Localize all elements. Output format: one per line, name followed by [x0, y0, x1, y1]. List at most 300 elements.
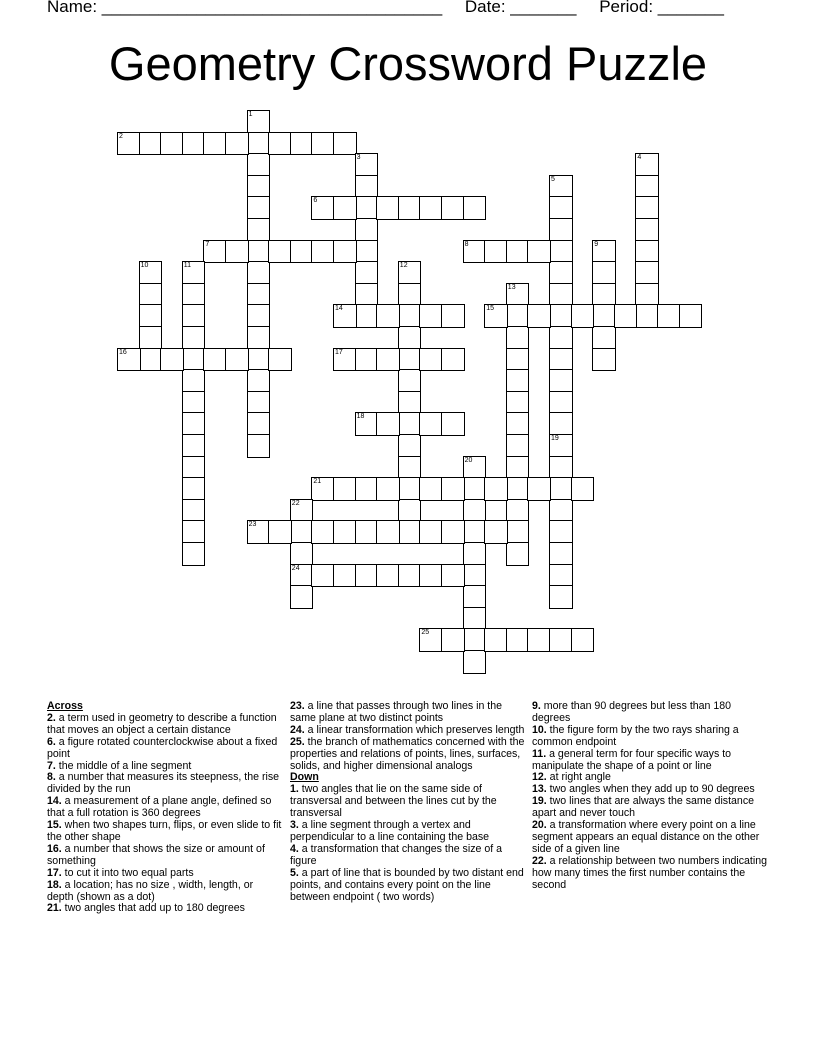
grid-cell[interactable] — [506, 477, 530, 501]
clue-item-text: a line that passes through two lines in the same plane at two distinct points — [290, 700, 503, 724]
clue-item-number: 23. — [290, 700, 305, 712]
grid-cell[interactable] — [549, 434, 573, 458]
grid-cell[interactable] — [527, 628, 551, 652]
grid-cell[interactable] — [419, 628, 443, 652]
clue-item-number: 11. — [532, 747, 547, 760]
grid-cell[interactable] — [635, 175, 659, 199]
grid-cell[interactable] — [635, 196, 659, 220]
clue-item-text: the branch of mathematics concerned with the properties and relations of points, lines, surfaces, solids, and higher dimensional analogs — [290, 735, 525, 772]
grid-cell[interactable] — [203, 132, 227, 156]
grid-cell[interactable] — [333, 132, 357, 156]
grid-cell[interactable] — [506, 456, 530, 480]
clue-item-number: 1. — [290, 783, 299, 796]
grid-cell[interactable] — [506, 369, 530, 393]
grid-cell[interactable] — [247, 261, 271, 285]
clue-number: 3 — [356, 154, 361, 162]
grid-cell[interactable] — [355, 283, 379, 307]
grid-cell[interactable] — [355, 520, 379, 544]
grid-cell[interactable] — [355, 261, 379, 285]
grid-cell[interactable] — [311, 196, 335, 220]
page-title: Geometry Crossword Puzzle — [108, 37, 708, 90]
grid-cell[interactable] — [139, 348, 163, 372]
clue-item-text: a term used in geometry to describe a function that moves an object a certain distance — [47, 711, 277, 736]
clue-item-text: two angles that add up to 180 degrees — [61, 902, 245, 915]
grid-cell[interactable] — [290, 499, 314, 523]
grid-cell[interactable] — [398, 261, 422, 285]
grid-cell[interactable] — [441, 196, 465, 220]
grid-cell[interactable] — [225, 132, 249, 156]
grid-cell[interactable] — [571, 304, 595, 328]
across-clue-list — [47, 713, 282, 915]
grid-cell[interactable] — [290, 564, 314, 588]
clue-item-text: a line segment through a vertex and perpendicular to a line containing the base — [290, 819, 490, 843]
grid-cell[interactable] — [182, 304, 206, 328]
grid-cell[interactable] — [311, 132, 335, 156]
grid-cell[interactable] — [376, 412, 400, 436]
grid-cell[interactable] — [268, 520, 292, 544]
grid-cell[interactable] — [441, 477, 465, 501]
grid-cell[interactable] — [549, 218, 573, 242]
clue-item — [290, 820, 525, 844]
grid-cell[interactable] — [355, 153, 379, 177]
grid-cell[interactable] — [355, 304, 379, 328]
clue-item — [532, 701, 767, 725]
grid-cell[interactable] — [419, 564, 443, 588]
grid-cell[interactable] — [635, 153, 659, 177]
grid-cell[interactable] — [247, 218, 271, 242]
clue-number: 1 — [248, 111, 253, 118]
grid-cell[interactable] — [571, 628, 595, 652]
grid-cell[interactable] — [549, 348, 573, 372]
grid-cell[interactable] — [160, 132, 184, 156]
grid-cell[interactable] — [549, 326, 573, 350]
clue-number: 23 — [248, 521, 257, 529]
date-field[interactable]: Date: _______ — [464, 0, 577, 16]
grid-cell[interactable] — [182, 326, 206, 350]
clue-item — [47, 903, 282, 915]
grid-cell[interactable] — [333, 564, 357, 588]
grid-cell[interactable] — [355, 175, 379, 199]
grid-cell[interactable] — [592, 348, 616, 372]
grid-cell[interactable] — [398, 456, 422, 480]
grid-cell[interactable] — [484, 477, 508, 501]
grid-cell[interactable] — [549, 564, 573, 588]
grid-cell[interactable] — [376, 564, 400, 588]
grid-cell[interactable] — [398, 499, 422, 523]
clue-number: 13 — [507, 283, 516, 291]
grid-cell[interactable] — [419, 304, 443, 328]
grid-cell[interactable] — [657, 304, 681, 328]
grid-cell[interactable] — [290, 240, 314, 264]
clue-item-number: 3. — [290, 819, 299, 832]
grid-cell[interactable] — [549, 585, 573, 609]
clue-item-number: 4. — [290, 842, 299, 855]
grid-cell[interactable] — [355, 564, 379, 588]
grid-cell[interactable] — [614, 304, 638, 328]
clue-item-text: at right angle — [546, 771, 611, 784]
grid-cell[interactable] — [549, 175, 573, 199]
grid-cell[interactable] — [679, 304, 703, 328]
grid-cell[interactable] — [139, 304, 163, 328]
grid-cell[interactable] — [398, 304, 422, 328]
grid-cell[interactable] — [139, 132, 163, 156]
clue-item-number: 18. — [47, 878, 62, 891]
grid-cell[interactable] — [117, 132, 141, 156]
clue-item — [47, 772, 282, 796]
grid-cell[interactable] — [311, 520, 335, 544]
clue-item-text: a figure rotated counterclockwise about a fixed point — [47, 735, 278, 760]
grid-cell[interactable] — [268, 240, 292, 264]
clues-column-2 — [290, 701, 525, 903]
grid-cell[interactable] — [139, 283, 163, 307]
grid-cell[interactable] — [247, 132, 271, 156]
grid-cell[interactable] — [268, 132, 292, 156]
grid-cell[interactable] — [527, 477, 551, 501]
clue-item-text: a part of line that is bounded by two distant end points, and contains every point on the line between endpoint ( two words) — [290, 866, 524, 903]
clue-item-number: 21. — [47, 902, 62, 915]
clue-number: 19 — [551, 435, 559, 442]
grid-cell[interactable] — [139, 261, 163, 285]
grid-cell[interactable] — [355, 218, 379, 242]
grid-cell[interactable] — [247, 348, 271, 372]
grid-cell[interactable] — [506, 520, 530, 544]
grid-cell[interactable] — [355, 412, 379, 436]
grid-cell[interactable] — [139, 326, 163, 350]
grid-cell[interactable] — [441, 628, 465, 652]
grid-cell[interactable] — [463, 499, 487, 523]
clue-number: 14 — [335, 305, 343, 313]
grid-cell[interactable] — [635, 240, 659, 264]
grid-cell[interactable] — [463, 628, 487, 652]
clue-number: 12 — [399, 262, 408, 270]
grid-cell[interactable] — [182, 261, 206, 285]
clue-item-number: 14. — [47, 795, 62, 808]
grid-cell[interactable] — [247, 434, 271, 458]
clue-item-text: two angles when they add up to 90 degrees — [546, 783, 755, 796]
grid-cell[interactable] — [333, 348, 357, 372]
grid-cell[interactable] — [419, 348, 443, 372]
clue-item-number: 5. — [290, 866, 299, 879]
grid-cell[interactable] — [268, 348, 292, 372]
clue-item — [532, 725, 767, 749]
grid-cell[interactable] — [484, 304, 508, 328]
grid-cell[interactable] — [506, 283, 530, 307]
grid-cell[interactable] — [441, 304, 465, 328]
clue-number: 16 — [119, 348, 127, 356]
grid-cell[interactable] — [635, 304, 659, 328]
clue-item — [47, 844, 282, 868]
grid-cell[interactable] — [635, 218, 659, 242]
clue-item-text: a measurement of a plane angle, defined so that a full rotation is 360 degrees — [47, 795, 272, 820]
grid-cell[interactable] — [506, 304, 530, 328]
clue-item — [290, 701, 525, 725]
grid-cell[interactable] — [463, 650, 487, 674]
grid-cell[interactable] — [398, 326, 422, 350]
grid-cell[interactable] — [311, 240, 335, 264]
grid-cell[interactable] — [398, 520, 422, 544]
grid-cell[interactable] — [398, 283, 422, 307]
grid-cell[interactable] — [376, 520, 400, 544]
grid-cell[interactable] — [484, 628, 508, 652]
grid-cell[interactable] — [463, 196, 487, 220]
grid-cell[interactable] — [419, 520, 443, 544]
grid-cell[interactable] — [247, 304, 271, 328]
grid-cell[interactable] — [376, 196, 400, 220]
grid-cell[interactable] — [290, 542, 314, 566]
clue-number: 7 — [205, 240, 210, 248]
grid-cell[interactable] — [247, 412, 271, 436]
period-field[interactable]: Period: _______ — [599, 0, 724, 16]
grid-cell[interactable] — [398, 348, 422, 372]
clue-item — [290, 844, 525, 868]
grid-cell[interactable] — [182, 369, 206, 393]
clue-item-text: a relationship between two numbers indicating how many times the first number contains the second — [532, 854, 767, 891]
grid-cell[interactable] — [441, 412, 465, 436]
grid-cell[interactable] — [247, 326, 271, 350]
grid-cell[interactable] — [333, 477, 357, 501]
grid-cell[interactable] — [592, 240, 616, 264]
grid-cell[interactable] — [247, 520, 271, 544]
grid-cell[interactable] — [225, 240, 249, 264]
grid-cell[interactable] — [333, 304, 357, 328]
grid-cell[interactable] — [506, 628, 530, 652]
grid-cell[interactable] — [506, 326, 530, 350]
clue-item-text: to cut it into two equal parts — [61, 866, 194, 879]
clue-item — [532, 796, 767, 820]
grid-cell[interactable] — [398, 434, 422, 458]
grid-cell[interactable] — [225, 348, 249, 372]
grid-cell[interactable] — [549, 456, 573, 480]
clue-item — [47, 796, 282, 820]
grid-cell[interactable] — [549, 283, 573, 307]
grid-cell[interactable] — [290, 520, 314, 544]
clue-item-text: a transformation where every point on a line segment appears an equal distance on the other side of a given line — [532, 819, 760, 855]
clue-item — [47, 880, 282, 904]
clue-number: 11 — [183, 262, 192, 270]
name-field[interactable]: Name: ____________________________________ — [47, 0, 443, 16]
grid-cell[interactable] — [355, 240, 379, 264]
grid-cell[interactable] — [635, 283, 659, 307]
grid-cell[interactable] — [247, 240, 271, 264]
grid-cell[interactable] — [506, 348, 530, 372]
grid-cell[interactable] — [182, 283, 206, 307]
grid-cell[interactable] — [182, 520, 206, 544]
grid-cell[interactable] — [182, 391, 206, 415]
across-clue-list-continued — [290, 701, 525, 772]
clue-item-number: 7. — [47, 759, 56, 772]
grid-cell[interactable] — [247, 283, 271, 307]
grid-cell[interactable] — [182, 132, 206, 156]
clue-item-number: 2. — [47, 711, 56, 724]
grid-cell[interactable] — [527, 240, 551, 264]
grid-cell[interactable] — [376, 477, 400, 501]
grid-cell[interactable] — [549, 369, 573, 393]
grid-cell[interactable] — [463, 477, 487, 501]
grid-cell[interactable] — [182, 456, 206, 480]
grid-cell[interactable] — [592, 261, 616, 285]
clue-item-number: 20. — [532, 819, 547, 832]
grid-cell[interactable] — [333, 196, 357, 220]
grid-cell[interactable] — [398, 477, 422, 501]
grid-cell[interactable] — [527, 304, 551, 328]
grid-cell[interactable] — [571, 477, 595, 501]
grid-cell[interactable] — [463, 585, 487, 609]
grid-cell[interactable] — [549, 391, 573, 415]
clue-number: 6 — [313, 197, 318, 205]
grid-cell[interactable] — [182, 542, 206, 566]
grid-cell[interactable] — [549, 240, 573, 264]
clue-item-number: 24. — [290, 723, 305, 736]
grid-cell[interactable] — [333, 240, 357, 264]
grid-cell[interactable] — [355, 477, 379, 501]
clue-item-text: when two shapes turn, flips, or even slide to fit the other shape — [47, 819, 282, 843]
grid-cell[interactable] — [247, 196, 271, 220]
clue-number: 15 — [486, 305, 494, 313]
grid-cell[interactable] — [247, 391, 271, 415]
clue-item-number: 9. — [532, 700, 541, 712]
grid-cell[interactable] — [419, 196, 443, 220]
grid-cell[interactable] — [398, 369, 422, 393]
grid-cell[interactable] — [549, 520, 573, 544]
across-heading: Across — [47, 700, 83, 712]
clue-item — [532, 856, 767, 892]
grid-cell[interactable] — [506, 240, 530, 264]
grid-cell[interactable] — [182, 434, 206, 458]
clue-item-number: 22. — [532, 854, 547, 867]
clue-item — [532, 820, 767, 856]
grid-cell[interactable] — [290, 132, 314, 156]
clue-item — [290, 784, 525, 820]
grid-cell[interactable] — [506, 412, 530, 436]
grid-cell[interactable] — [247, 110, 271, 134]
clue-item-number: 17. — [47, 866, 62, 879]
grid-cell[interactable] — [419, 412, 443, 436]
grid-cell[interactable] — [247, 369, 271, 393]
grid-cell[interactable] — [398, 196, 422, 220]
grid-cell[interactable] — [549, 196, 573, 220]
clue-item-number: 19. — [532, 795, 547, 808]
grid-cell[interactable] — [203, 348, 227, 372]
grid-cell[interactable] — [182, 477, 206, 501]
grid-cell[interactable] — [376, 304, 400, 328]
grid-cell[interactable] — [247, 153, 271, 177]
grid-cell[interactable] — [592, 283, 616, 307]
clue-item-text: a location; has no size , width, length, or depth (shown as a dot) — [47, 878, 254, 903]
grid-cell[interactable] — [506, 434, 530, 458]
clue-item-text: a transformation that changes the size of a figure — [290, 842, 503, 867]
grid-cell[interactable] — [463, 542, 487, 566]
grid-cell[interactable] — [290, 585, 314, 609]
clue-number: 9 — [594, 240, 599, 248]
grid-cell[interactable] — [333, 520, 357, 544]
clue-item-number: 6. — [47, 735, 56, 748]
grid-cell[interactable] — [398, 391, 422, 415]
grid-cell[interactable] — [441, 348, 465, 372]
grid-cell[interactable] — [355, 348, 379, 372]
grid-cell[interactable] — [549, 499, 573, 523]
grid-cell[interactable] — [549, 542, 573, 566]
grid-cell[interactable] — [463, 607, 487, 631]
grid-cell[interactable] — [182, 499, 206, 523]
grid-cell[interactable] — [484, 520, 508, 544]
clue-item-number: 25. — [290, 735, 305, 748]
clue-number: 8 — [464, 240, 469, 248]
grid-cell[interactable] — [506, 391, 530, 415]
grid-cell[interactable] — [441, 520, 465, 544]
clue-item-text: more than 90 degrees but less than 180 degrees — [532, 700, 732, 724]
down-heading: Down — [290, 771, 319, 784]
grid-cell[interactable] — [592, 326, 616, 350]
clue-item-text: the figure form by the two rays sharing a common endpoint — [532, 723, 739, 748]
grid-cell[interactable] — [160, 348, 184, 372]
grid-cell[interactable] — [441, 564, 465, 588]
clue-item-number: 15. — [47, 819, 62, 832]
clue-item — [47, 737, 282, 761]
grid-cell[interactable] — [117, 348, 141, 372]
grid-cell[interactable] — [549, 412, 573, 436]
grid-cell[interactable] — [549, 261, 573, 285]
grid-cell[interactable] — [463, 520, 487, 544]
grid-cell[interactable] — [398, 564, 422, 588]
clue-item-text: a general term for four specific ways to manipulate the shape of a point or line — [532, 747, 732, 772]
grid-cell[interactable] — [311, 564, 335, 588]
grid-cell[interactable] — [549, 628, 573, 652]
grid-cell[interactable] — [549, 304, 573, 328]
clue-item — [290, 737, 525, 773]
clue-item — [532, 749, 767, 773]
clue-item — [47, 713, 282, 737]
clues-column-1 — [47, 701, 282, 915]
grid-cell[interactable] — [463, 456, 487, 480]
grid-cell[interactable] — [203, 240, 227, 264]
grid-cell[interactable] — [376, 348, 400, 372]
clue-item-number: 10. — [532, 723, 547, 736]
grid-cell[interactable] — [506, 499, 530, 523]
clue-item-number: 8. — [47, 771, 56, 784]
clue-item-number: 16. — [47, 842, 62, 855]
grid-cell[interactable] — [635, 261, 659, 285]
down-clue-list — [290, 784, 525, 903]
down-clue-list-continued — [532, 701, 767, 892]
clue-item — [47, 820, 282, 844]
clue-item-text: the middle of a line segment — [55, 759, 192, 772]
grid-cell[interactable] — [592, 304, 616, 328]
grid-cell[interactable] — [549, 477, 573, 501]
clue-number: 22 — [291, 499, 300, 507]
clue-number: 20 — [464, 456, 473, 464]
clue-number: 25 — [421, 629, 430, 637]
clue-number: 24 — [291, 564, 300, 572]
grid-cell[interactable] — [419, 477, 443, 501]
clue-item-text: two angles that lie on the same side of transversal and between the lines cut by the transversal — [290, 783, 497, 820]
grid-cell[interactable] — [484, 240, 508, 264]
grid-cell[interactable] — [311, 477, 335, 501]
grid-cell[interactable] — [355, 196, 379, 220]
clue-item-text: two lines that are always the same distance apart and never touch — [532, 795, 755, 820]
grid-cell[interactable] — [182, 348, 206, 372]
grid-cell[interactable] — [463, 564, 487, 588]
clues-column-3 — [532, 701, 767, 892]
grid-cell[interactable] — [506, 542, 530, 566]
grid-cell[interactable] — [398, 412, 422, 436]
clue-item-text: a number that measures its steepness, the rise divided by the run — [47, 771, 280, 796]
clue-number: 10 — [140, 262, 149, 270]
clue-number: 5 — [551, 175, 555, 183]
grid-cell[interactable] — [247, 175, 271, 199]
clue-number: 21 — [313, 478, 322, 486]
grid-cell[interactable] — [463, 240, 487, 264]
grid-cell[interactable] — [182, 412, 206, 436]
